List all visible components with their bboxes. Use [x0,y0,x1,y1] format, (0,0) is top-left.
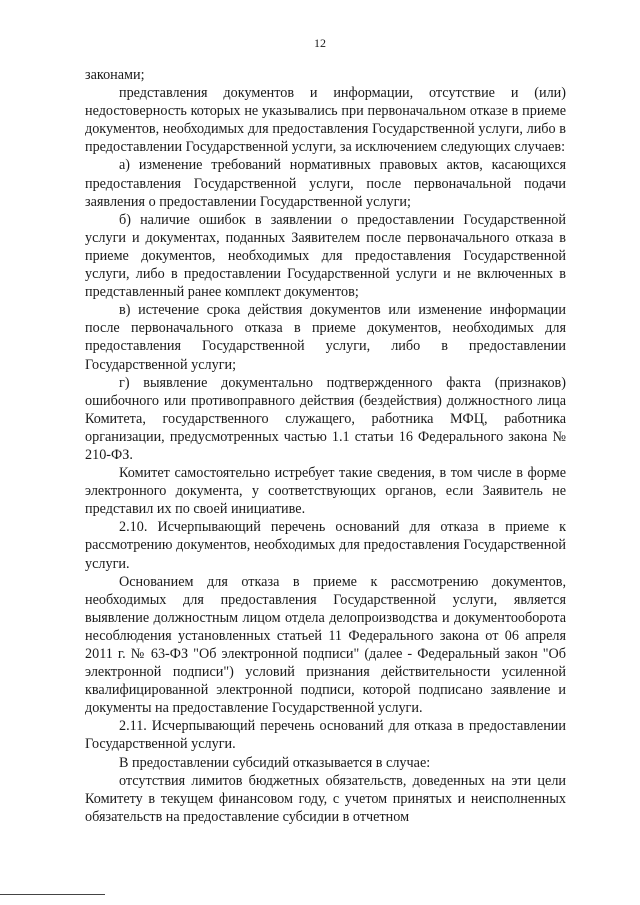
paragraph-11: В предоставлении субсидий отказывается в случае: [119,754,431,771]
section-heading-2-11: 2.11. Исчерпывающий перечень оснований для отказа в предоставлении Государственной услуги. [85,718,566,753]
document-body [85,66,566,826]
paragraph-12: отсутствия лимитов бюджетных обязательств, доведенных на эти цели Комитету в текущем финансовом году, с учетом принятых и неисполненных обязательств на предоставление субсидии в отчетном [85,772,566,825]
section-heading-2-10: 2.10. Исчерпывающий перечень оснований для отказа в приеме к рассмотрению документов, необходимых для предоставления Государственной услуги. [85,519,566,572]
paragraph-9: Основанием для отказа в приеме к рассмотрению документов, необходимых для предоставления Государственной услуги, является выявление должностным лицом отдела делопроизводства и документооборота несоблюдения установленных статьей 11 Федерального закона от 06 апреля 2011 г. № 63-ФЗ "Об электронной подписи" (далее - Федеральный закон "Об электронной подписи") условий признания действительности усиленной квалифицированной электронной подписи, которой подписано заявление и документы на предоставление Государственной услуги. [85,573,566,717]
paragraph-7: Комитет самостоятельно истребует такие сведения, в том числе в форме электронного документа, у соответствующих органов, если Заявитель не представил их по своей инициативе. [85,465,566,518]
page-number: 12 [314,36,326,50]
paragraph-3: а) изменение требований нормативных правовых актов, касающихся предоставления Государственной услуги, после первоначальной подачи заявления о предоставлении Государственной услуги; [85,157,566,210]
paragraph-5: в) истечение срока действия документов или изменение информации после первоначального отказа в приеме документов, необходимых для предоставления Государственной услуги, либо в предоставлении Государственной услуги; [85,302,566,373]
paragraph-6: г) выявление документально подтвержденного факта (признаков) ошибочного или противоправного действия (бездействия) должностного лица Комитета, государственного служащего, работника МФЦ, работника организации, предусмотренных частью 1.1 статьи 16 Федерального закона № 210-ФЗ. [85,374,566,463]
paragraph-1: законами; [85,67,145,83]
paragraph-4: б) наличие ошибок в заявлении о предоставлении Государственной услуги и документах, поданных Заявителем после первоначального отказа в приеме документов, необходимых для предоставления Государственной услуги, либо в предоставлении Государственной услуги и не включенных в представленный ранее комплект документов; [85,211,566,301]
paragraph-2: представления документов и информации, отсутствие и (или) недостоверность которых не указывались при первоначальном отказе в приеме документов, необходимых для предоставления Государственной услуги, либо в предоставлении Государственной услуги, за исключением следующих случаев: [85,85,566,156]
scan-edge-line [0,894,105,895]
